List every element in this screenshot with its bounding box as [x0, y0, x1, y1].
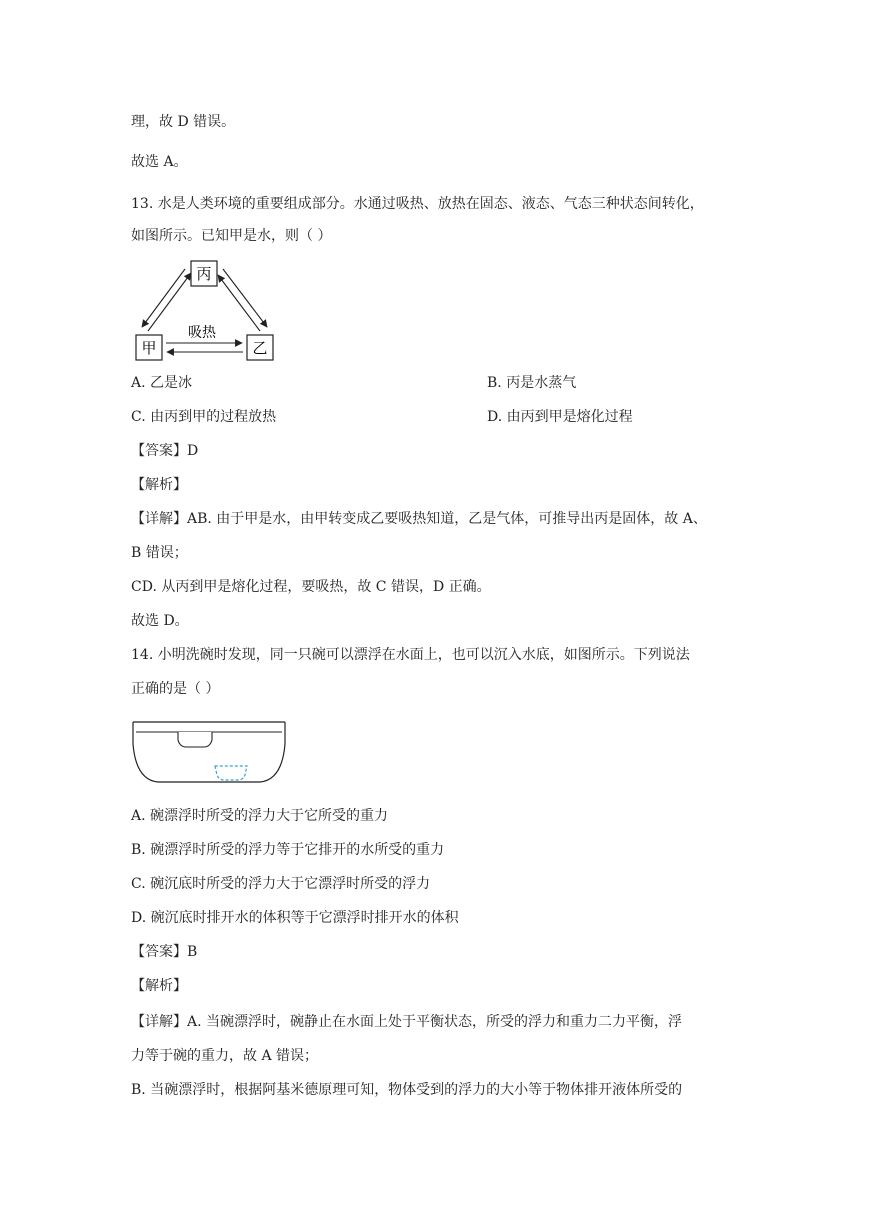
explanation-line: B. 当碗漂浮时，根据阿基米德原理可知，物体受到的浮力的大小等于物体排开液体所受的: [131, 1082, 683, 1098]
explanation-line: 【详解】A. 当碗漂浮时，碗静止在水面上处于平衡状态，所受的浮力和重力二力平衡，浮: [131, 1014, 683, 1030]
option-a: A. 乙是冰: [131, 375, 193, 391]
question-13-stem: 如图所示。已知甲是水，则（ ）: [131, 228, 332, 244]
answer-label: 【答案】B: [131, 944, 198, 960]
text-line: 理，故 D 错误。: [131, 114, 236, 130]
analysis-label: 【解析】: [131, 477, 187, 493]
arrow-right-to-top: [218, 275, 260, 331]
question-14-stem: 正确的是（ ）: [131, 681, 220, 697]
sunken-bowl: [215, 766, 247, 780]
explanation-line: CD. 从丙到甲是熔化过程，要吸热，故 C 错误，D 正确。: [131, 579, 491, 595]
text-line: 故选 A。: [131, 154, 188, 170]
question-13-stem: 13. 水是人类环境的重要组成部分。水通过吸热、放热在固态、液态、气态三种状态间转化，: [131, 196, 704, 212]
analysis-label: 【解析】: [131, 978, 187, 994]
option-d: D. 碗沉底时排开水的体积等于它漂浮时排开水的体积: [131, 910, 459, 926]
selection-line: 故选 D。: [131, 613, 189, 629]
option-c: C. 由丙到甲的过程放热: [131, 409, 277, 425]
arrow-label: 吸热: [188, 325, 216, 341]
arrow-left-to-top: [148, 273, 191, 331]
answer-label: 【答案】D: [131, 443, 199, 459]
explanation-line: 【详解】AB. 由于甲是水，由甲转变成乙要吸热知道，乙是气体，可推导出丙是固体，故 A、: [131, 511, 707, 527]
label-left: 甲: [141, 339, 157, 357]
explanation-line: 力等于碗的重力，故 A 错误；: [131, 1048, 319, 1064]
bowl-basin-diagram: [130, 718, 290, 788]
option-c: C. 碗沉底时所受的浮力大于它漂浮时所受的浮力: [131, 876, 431, 892]
label-top: 丙: [196, 265, 212, 283]
arrow-top-to-right: [223, 269, 267, 327]
option-b: B. 碗漂浮时所受的浮力等于它排开的水所受的重力: [131, 842, 445, 858]
explanation-line: B 错误；: [131, 545, 188, 561]
option-d: D. 由丙到甲是熔化过程: [487, 409, 633, 425]
label-right: 乙: [252, 339, 268, 357]
question-14-stem: 14. 小明洗碗时发现，同一只碗可以漂浮在水面上，也可以沉入水底，如图所示。下列说法: [131, 647, 690, 663]
floating-bowl: [178, 732, 212, 747]
arrow-top-to-left: [142, 269, 185, 327]
option-b: B. 丙是水蒸气: [487, 375, 577, 391]
option-a: A. 碗漂浮时所受的浮力大于它所受的重力: [131, 808, 389, 824]
state-change-diagram: [130, 255, 290, 367]
